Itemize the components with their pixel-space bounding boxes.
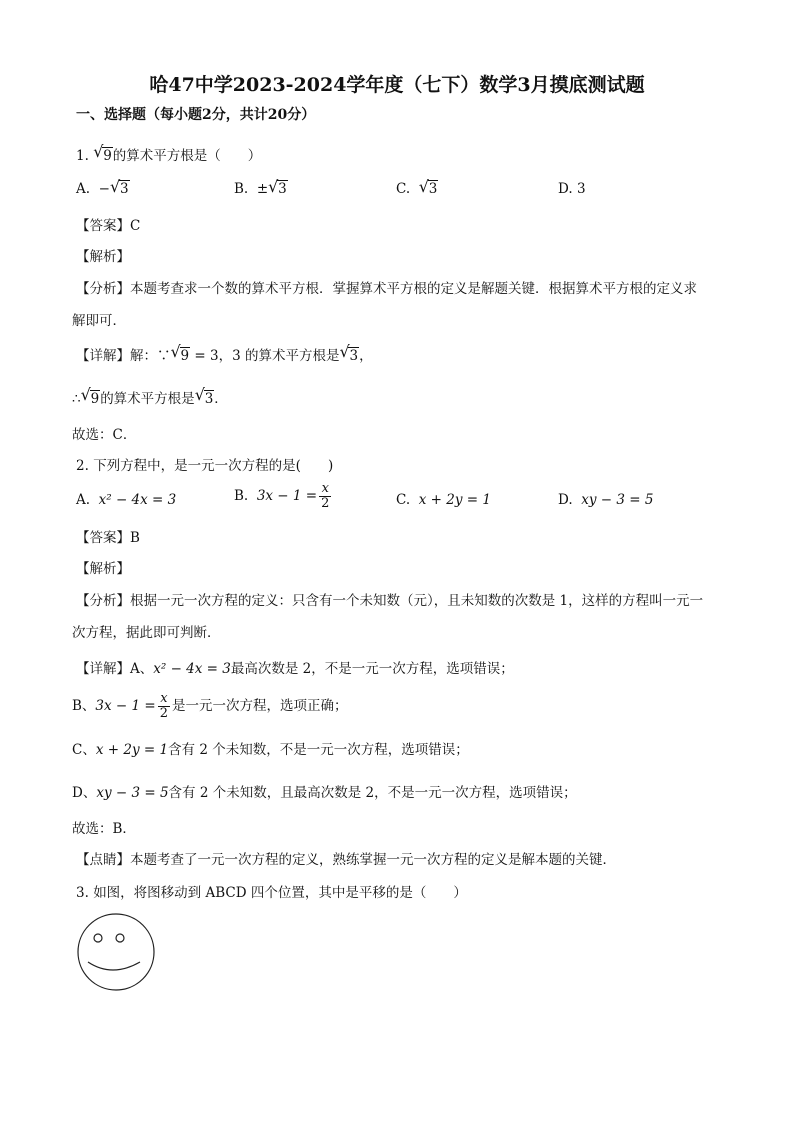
q2-option-c: C. x + 2y = 1 [396, 492, 491, 508]
smile-mouth [88, 962, 140, 970]
q1-xiangjie: 【详解】解：∵ √ 9 = 3，3 的算术平方根是 √ 3， [76, 342, 373, 364]
q1-option-a: A. − √ 3 [76, 177, 129, 197]
q1-fenxi-line2: 解即可． [72, 313, 126, 329]
q2-option-b: B. 3x − 1 = $\frac{x}{2}$ [234, 481, 330, 511]
sqrt-9: √ 9 [93, 142, 112, 164]
q2-fenxi: 【分析】根据一元一次方程的定义：只含有一个未知数（元），且未知数的次数是 1，这样的方程叫一元一 [76, 593, 704, 609]
q2-jiexi: 【解析】 [76, 561, 130, 577]
q1-therefore: ∴ √ 9的算术平方根是 √ 3． [72, 385, 228, 407]
q2-xiangjie-d: D、xy − 3 = 5含有 2 个未知数，且最高次数是 2，不是一元一次方程，选项错误； [72, 785, 577, 801]
q2-choice: 故选：B． [72, 821, 136, 837]
q1-answer: 【答案】C [76, 218, 141, 234]
question-3-stem: 3. 如图，将图移动到 ABCD 四个位置，其中是平移的是（ ） [76, 885, 467, 901]
q1-option-d: D. 3 [558, 181, 586, 197]
q2-answer: 【答案】B [76, 530, 140, 546]
face-outline [78, 914, 154, 990]
page-title: 哈47中学2023-2024学年度（七下）数学3月摸底测试题 [149, 74, 645, 96]
q2-xiangjie-c: C、x + 2y = 1含有 2 个未知数，不是一元一次方程，选项错误； [72, 742, 469, 758]
left-eye [94, 934, 102, 942]
q1-choice: 故选：C． [72, 427, 137, 443]
question-2-stem: 2. 下列方程中，是一元一次方程的是( ) [76, 458, 334, 474]
q2-xiangjie-a: 【详解】A、x² − 4x = 3最高次数是 2，不是一元一次方程，选项错误； [76, 661, 514, 677]
right-eye [116, 934, 124, 942]
q2-fenxi-line2: 次方程，据此即可判断． [72, 625, 221, 641]
question-1-stem: 1. √ 9的算术平方根是（ ） [76, 142, 262, 164]
q2-xiangjie-b: B、3x − 1 = $\frac{x}{2}$ 是一元一次方程，选项正确； [72, 691, 348, 721]
q2-option-a: A. x² − 4x = 3 [76, 492, 177, 508]
section-heading: 一、选择题（每小题2分，共计20分） [76, 107, 316, 123]
q2-dianjing: 【点睛】本题考查了一元一次方程的定义，熟练掌握一元一次方程的定义是解本题的关键． [76, 852, 616, 868]
smiley-face-figure [68, 912, 164, 992]
q1-fenxi: 【分析】本题考查求一个数的算术平方根．掌握算术平方根的定义是解题关键．根据算术平方根的定义求 [76, 281, 697, 297]
q1-option-b: B. ± √ 3 [234, 177, 287, 197]
q2-option-d: D. xy − 3 = 5 [558, 492, 654, 508]
q1-option-c: C. √ 3 [396, 177, 438, 197]
q1-jiexi: 【解析】 [76, 249, 130, 265]
